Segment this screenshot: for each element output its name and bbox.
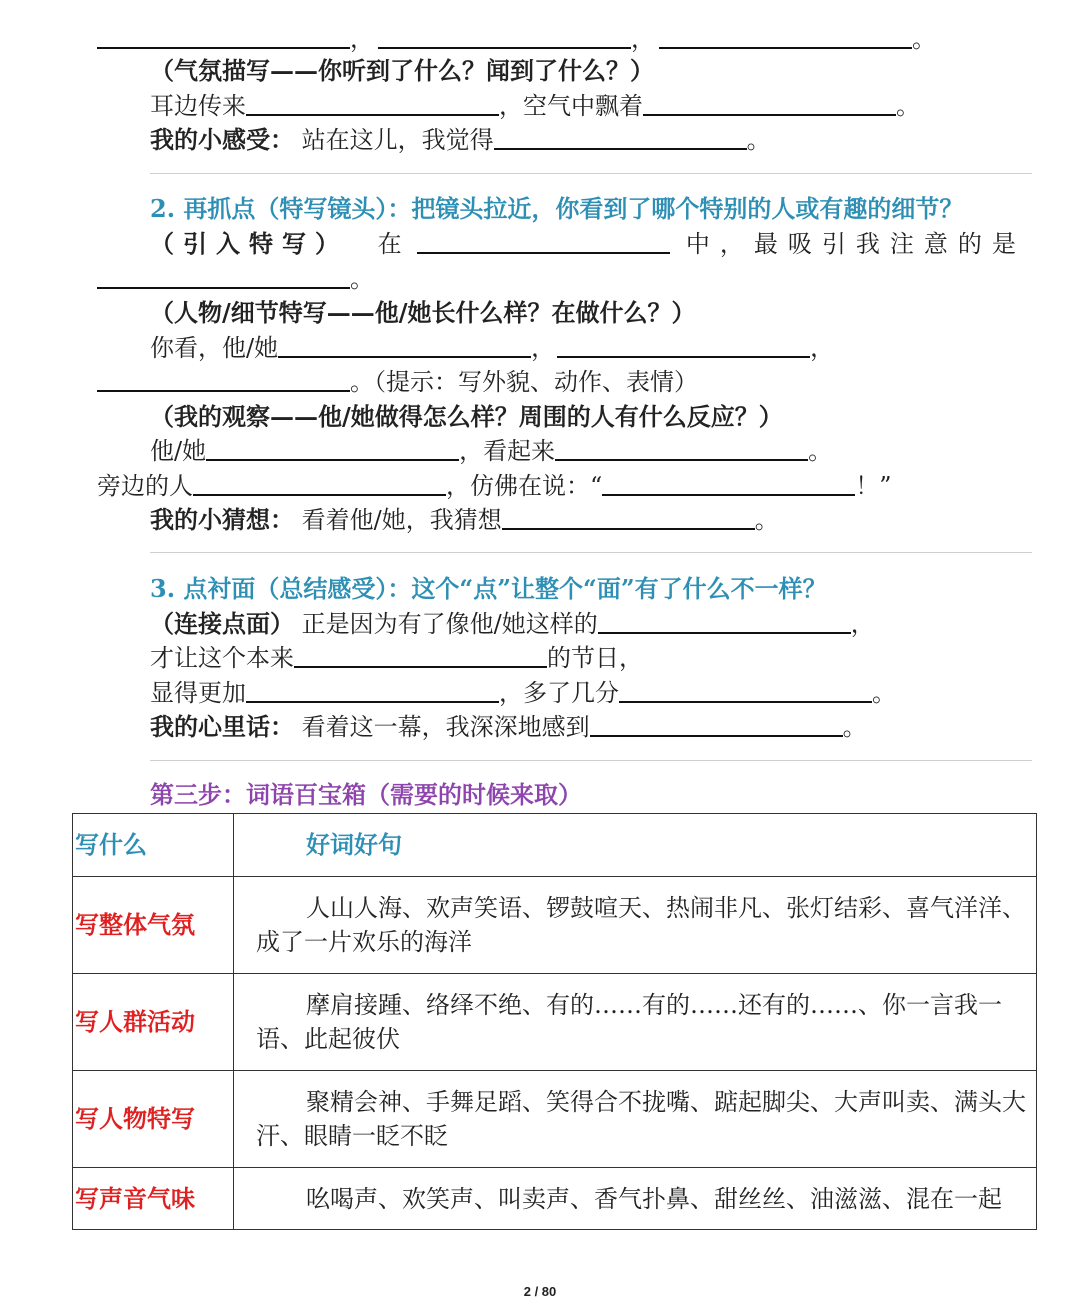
word-table — [72, 813, 1037, 1230]
divider — [150, 760, 1032, 761]
category-cell: 写整体气氛 — [73, 877, 234, 974]
blank[interactable] — [619, 677, 872, 703]
blank[interactable] — [643, 90, 896, 116]
atmosphere-prompt: （气氛描写——你听到了什么？闻到了什么？） — [150, 56, 654, 85]
table-row — [73, 1071, 1037, 1168]
blank[interactable] — [494, 124, 747, 150]
phrases-cell: 吆喝声、欢笑声、叫卖声、香气扑鼻、甜丝丝、油滋滋、混在一起 — [234, 1168, 1037, 1230]
blank[interactable] — [294, 642, 547, 668]
table-header-row — [73, 814, 1037, 877]
table-row — [73, 877, 1037, 974]
fill-line-scene: ， ， 。 — [97, 22, 936, 56]
divider — [150, 552, 1032, 553]
blank[interactable] — [417, 228, 670, 254]
detail-prompt: （人物/细节特写——他/她长什么样？在做什么？） — [150, 298, 696, 327]
phrases-cell: 人山人海、欢声笑语、锣鼓喧天、热闹非凡、张灯结彩、喜气洋洋、成了一片欢乐的海洋 — [234, 877, 1037, 974]
blank[interactable] — [598, 608, 851, 634]
header-phrases: 好词好句 — [234, 814, 1037, 877]
fill-line-more: 显得更加 ，多了几分 。 — [150, 679, 896, 707]
fill-line-closeup: （引入特写） 在 中，最吸引我注意的是 — [150, 229, 1026, 258]
category-cell: 写人群活动 — [73, 974, 234, 1071]
category-cell: 写声音气味 — [73, 1168, 234, 1230]
blank[interactable] — [557, 332, 810, 358]
blank[interactable] — [206, 435, 459, 461]
blank[interactable] — [246, 90, 499, 116]
fill-line-feeling: 我的小感受： 站在这儿，我觉得 。 — [150, 125, 771, 154]
step-3-heading: 第三步：词语百宝箱（需要的时候来取） — [150, 780, 582, 809]
blank[interactable] — [97, 366, 350, 392]
blank[interactable] — [246, 677, 499, 703]
page-number: 2 / 80 — [523, 1284, 557, 1299]
blank[interactable] — [193, 470, 446, 496]
fill-line-sound: 耳边传来 ，空气中飘着 。 — [150, 92, 920, 120]
table-row — [73, 1168, 1037, 1230]
blank[interactable] — [97, 263, 350, 289]
observe-prompt: （我的观察——他/她做得怎么样？周围的人有什么反应？） — [150, 402, 783, 431]
section-2-title: 2. 再抓点（特写镜头）：把镜头拉近，你看到了哪个特别的人或有趣的细节？ — [150, 194, 964, 223]
blank[interactable] — [555, 435, 808, 461]
fill-line-connect: （连接点面） 正是因为有了像他/她这样的 ， — [150, 609, 875, 638]
blank[interactable] — [278, 332, 531, 358]
blank[interactable] — [590, 711, 843, 737]
blank[interactable] — [602, 470, 855, 496]
blank[interactable] — [378, 23, 631, 49]
fill-line-festival: 才让这个本来 的节日， — [150, 644, 643, 672]
fill-line-person: 你看，他/她 ， ， — [150, 334, 835, 362]
blank[interactable] — [659, 23, 912, 49]
fill-line-observe: 他/她 ，看起来 。 — [150, 437, 833, 465]
phrases-cell: 聚精会神、手舞足蹈、笑得合不拢嘴、踮起脚尖、大声叫卖、满头大汗、眼睛一眨不眨 — [234, 1071, 1037, 1168]
section-3-title: 3. 点衬面（总结感受）：这个“点”让整个“面”有了什么不一样？ — [150, 574, 827, 603]
table-row — [73, 974, 1037, 1071]
blank[interactable] — [502, 504, 755, 530]
category-cell: 写人物特写 — [73, 1071, 234, 1168]
fill-line-bystanders: 旁边的人 ，仿佛在说：“ ！” — [97, 472, 892, 500]
fill-line-person-hint: 。（提示：写外貌、动作、表情） — [97, 365, 698, 399]
header-what: 写什么 — [73, 814, 234, 877]
fill-line-closeup-cont: 。 — [97, 262, 374, 296]
phrases-cell: 摩肩接踵、络绎不绝、有的……有的……还有的……、你一言我一语、此起彼伏 — [234, 974, 1037, 1071]
fill-line-heart: 我的心里话： 看着这一幕，我深深地感到 。 — [150, 712, 867, 741]
blank[interactable] — [97, 23, 350, 49]
divider — [150, 173, 1032, 174]
fill-line-guess: 我的小猜想： 看着他/她，我猜想 。 — [150, 505, 779, 534]
